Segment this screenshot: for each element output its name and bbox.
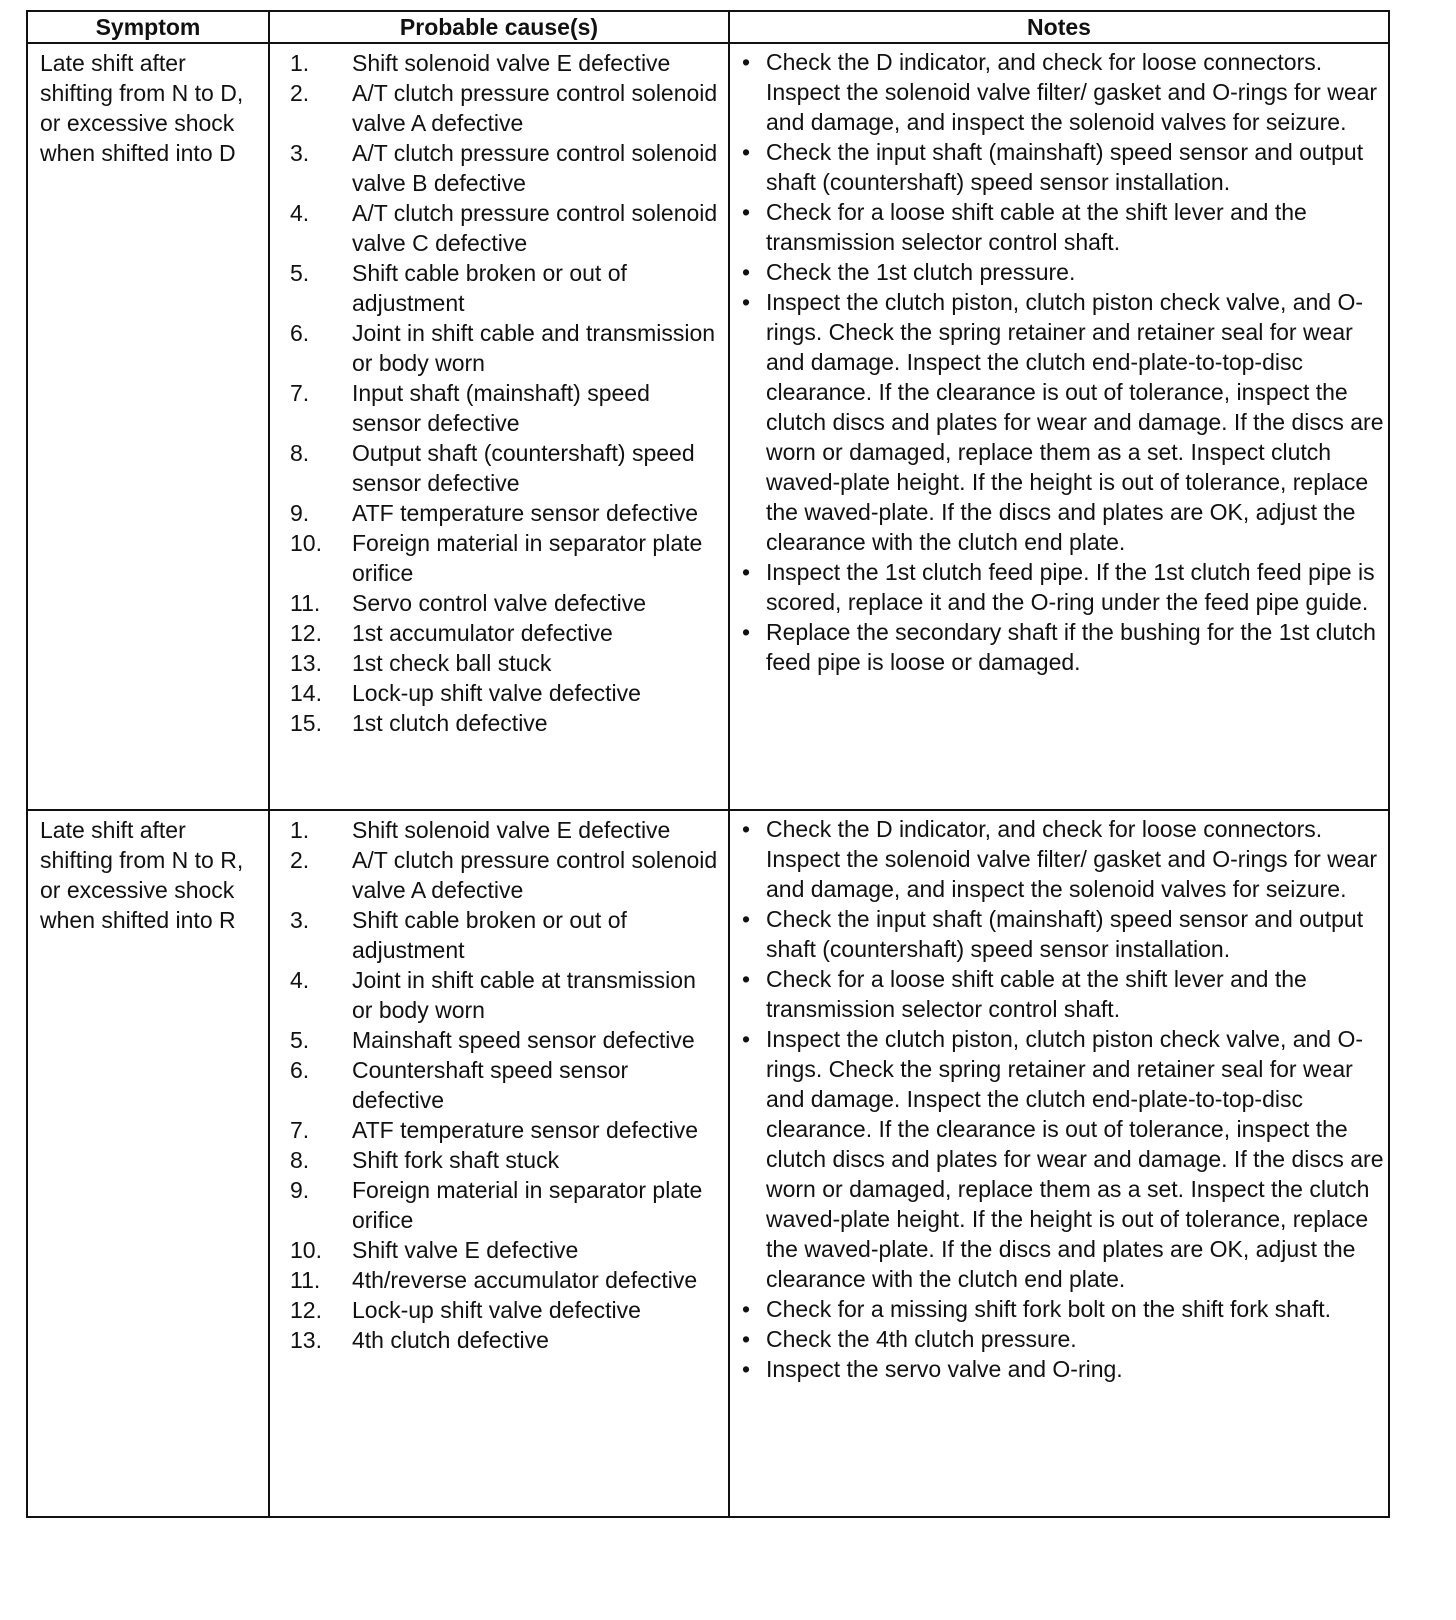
symptom-cell [27, 43, 269, 810]
note-item [742, 1024, 1384, 1294]
cause-item [290, 258, 722, 318]
cause-text: Shift valve E defective [352, 1237, 579, 1263]
table-row [27, 810, 1389, 1517]
cause-item [290, 1235, 722, 1265]
cause-text: 1st accumulator defective [352, 620, 613, 646]
cause-item [290, 48, 722, 78]
bullet-icon: • [742, 1326, 751, 1352]
cause-number: 5. [290, 260, 310, 286]
note-item [742, 1294, 1384, 1324]
cause-item [290, 1325, 722, 1355]
cause-item [290, 1265, 722, 1295]
notes-cell [729, 43, 1389, 810]
note-item [742, 137, 1384, 197]
cause-text: Countershaft speed sensor defective [352, 1057, 629, 1113]
cause-number: 7. [290, 1117, 310, 1143]
cause-number: 2. [290, 80, 310, 106]
cause-text: Foreign material in separator plate orifice [352, 530, 703, 586]
cause-text: Shift solenoid valve E defective [352, 817, 671, 843]
cause-item [290, 1295, 722, 1325]
cause-number: 11. [290, 590, 321, 616]
cause-text: A/T clutch pressure control solenoid valve B defective [352, 140, 718, 196]
cause-number: 9. [290, 1177, 310, 1203]
cause-number: 13. [290, 1327, 322, 1353]
bullet-icon: • [742, 259, 751, 285]
symptom-text: Late shift after shifting from N to R, or excessive shock when shifted into R [40, 817, 244, 933]
cause-text: Lock-up shift valve defective [352, 680, 641, 706]
bullet-icon: • [742, 966, 751, 992]
cause-text: 1st check ball stuck [352, 650, 552, 676]
bullet-icon: • [742, 906, 751, 932]
bullet-icon: • [742, 199, 751, 225]
cause-item [290, 708, 722, 738]
cause-number: 7. [290, 380, 310, 406]
note-text: Check the D indicator, and check for loose connectors. Inspect the solenoid valve filter/ gasket and O-rings for wear and damage, and inspect the solenoid valves for seizure. [766, 816, 1378, 902]
cause-item [290, 1055, 722, 1115]
cause-number: 10. [290, 530, 322, 556]
cause-text: Output shaft (countershaft) speed sensor defective [352, 440, 695, 496]
cause-text: Joint in shift cable and transmission or body worn [352, 320, 716, 376]
cause-text: Shift cable broken or out of adjustment [352, 260, 627, 316]
cause-text: Joint in shift cable at transmission or body worn [352, 967, 696, 1023]
cause-text: Mainshaft speed sensor defective [352, 1027, 695, 1053]
note-text: Check for a loose shift cable at the shift lever and the transmission selector control shaft. [766, 966, 1307, 1022]
bullet-icon: • [742, 619, 751, 645]
cause-text: Shift fork shaft stuck [352, 1147, 560, 1173]
cause-item [290, 78, 722, 138]
cause-number: 6. [290, 320, 310, 346]
note-item [742, 814, 1384, 904]
cause-item [290, 618, 722, 648]
cause-item [290, 318, 722, 378]
cause-item [290, 138, 722, 198]
cause-item [290, 528, 722, 588]
cause-number: 11. [290, 1267, 321, 1293]
bullet-icon: • [742, 49, 751, 75]
bullet-icon: • [742, 1026, 751, 1052]
cause-item [290, 905, 722, 965]
note-text: Inspect the servo valve and O-ring. [766, 1356, 1123, 1382]
cause-item [290, 198, 722, 258]
notes-cell [729, 810, 1389, 1517]
causes-list [270, 44, 728, 738]
cause-item [290, 1145, 722, 1175]
note-text: Check the input shaft (mainshaft) speed sensor and output shaft (countershaft) speed sensor installation. [766, 906, 1364, 962]
cause-number: 15. [290, 710, 322, 736]
cause-item [290, 965, 722, 1025]
cause-number: 4. [290, 967, 310, 993]
cause-number: 8. [290, 440, 310, 466]
cause-item [290, 845, 722, 905]
probable-causes-cell [269, 810, 729, 1517]
header-row [27, 11, 1389, 43]
cause-text: Shift solenoid valve E defective [352, 50, 671, 76]
note-item [742, 964, 1384, 1024]
cause-item [290, 1115, 722, 1145]
cause-text: ATF temperature sensor defective [352, 1117, 698, 1143]
note-item [742, 1354, 1384, 1384]
note-text: Inspect the clutch piston, clutch piston check valve, and O-rings. Check the spring retainer and retainer seal for wear and damage. Inspect the clutch end-plate-to-top-disc clearance. If the clearance is out of tolerance, inspect the clutch discs and plates for wear and damage. If the discs are worn or damaged, replace them as a set. Inspect clutch waved-plate height. If the height is out of tolerance, replace the waved-plate. If the discs and plates are OK, adjust the clearance with the clutch end plate. [766, 289, 1384, 555]
note-item [742, 904, 1384, 964]
cause-number: 12. [290, 1297, 322, 1323]
cause-number: 1. [290, 50, 310, 76]
note-text: Inspect the clutch piston, clutch piston check valve, and O-rings. Check the spring retainer and retainer seal for wear and damage. Inspect the clutch end-plate-to-top-disc clearance. If the clearance is out of tolerance, inspect the clutch discs and plates for wear and damage. If the discs are worn or damaged, replace them as a set. Inspect the clutch waved-plate height. If the height is out of tolerance, replace the waved-plate. If the discs and plates are OK, adjust the clearance with the clutch end plate. [766, 1026, 1384, 1292]
header-probable-causes: Probable cause(s) [269, 11, 729, 43]
cause-item [290, 498, 722, 528]
cause-number: 3. [290, 140, 310, 166]
note-item [742, 47, 1384, 137]
cause-number: 3. [290, 907, 310, 933]
cause-text: A/T clutch pressure control solenoid valve C defective [352, 200, 718, 256]
cause-text: A/T clutch pressure control solenoid valve A defective [352, 847, 718, 903]
note-item [742, 617, 1384, 677]
cause-text: Shift cable broken or out of adjustment [352, 907, 627, 963]
note-text: Check the 1st clutch pressure. [766, 259, 1076, 285]
cause-number: 10. [290, 1237, 322, 1263]
cause-item [290, 588, 722, 618]
cause-text: Foreign material in separator plate orifice [352, 1177, 703, 1233]
note-text: Check for a missing shift fork bolt on the shift fork shaft. [766, 1296, 1332, 1322]
note-text: Check the input shaft (mainshaft) speed sensor and output shaft (countershaft) speed sensor installation. [766, 139, 1364, 195]
symptom-cell [27, 810, 269, 1517]
note-item [742, 197, 1384, 257]
note-text: Check the D indicator, and check for loose connectors. Inspect the solenoid valve filter/ gasket and O-rings for wear and damage, and inspect the solenoid valves for seizure. [766, 49, 1378, 135]
cause-item [290, 1175, 722, 1235]
header-notes: Notes [729, 11, 1389, 43]
troubleshooting-table [26, 10, 1390, 1518]
note-item [742, 557, 1384, 617]
cause-number: 5. [290, 1027, 310, 1053]
cause-number: 1. [290, 817, 310, 843]
cause-text: 1st clutch defective [352, 710, 548, 736]
cause-text: Input shaft (mainshaft) speed sensor defective [352, 380, 650, 436]
bullet-icon: • [742, 139, 751, 165]
cause-item [290, 815, 722, 845]
note-item [742, 287, 1384, 557]
cause-text: 4th/reverse accumulator defective [352, 1267, 698, 1293]
probable-causes-cell [269, 43, 729, 810]
cause-item [290, 438, 722, 498]
note-item [742, 1324, 1384, 1354]
table-row [27, 43, 1389, 810]
bullet-icon: • [742, 816, 751, 842]
cause-item [290, 378, 722, 438]
cause-number: 13. [290, 650, 322, 676]
symptom-text: Late shift after shifting from N to D, or excessive shock when shifted into D [40, 50, 244, 166]
bullet-icon: • [742, 289, 751, 315]
note-text: Check for a loose shift cable at the shift lever and the transmission selector control shaft. [766, 199, 1307, 255]
cause-text: Lock-up shift valve defective [352, 1297, 641, 1323]
cause-number: 6. [290, 1057, 310, 1083]
cause-number: 2. [290, 847, 310, 873]
cause-text: A/T clutch pressure control solenoid valve A defective [352, 80, 718, 136]
note-text: Check the 4th clutch pressure. [766, 1326, 1077, 1352]
note-text: Replace the secondary shaft if the bushing for the 1st clutch feed pipe is loose or damaged. [766, 619, 1376, 675]
header-symptom: Symptom [27, 11, 269, 43]
cause-number: 9. [290, 500, 310, 526]
bullet-icon: • [742, 1356, 751, 1382]
note-text: Inspect the 1st clutch feed pipe. If the 1st clutch feed pipe is scored, replace it and the O-ring under the feed pipe guide. [766, 559, 1375, 615]
notes-list [730, 44, 1388, 677]
bullet-icon: • [742, 559, 751, 585]
cause-text: 4th clutch defective [352, 1327, 549, 1353]
cause-item [290, 648, 722, 678]
bullet-icon: • [742, 1296, 751, 1322]
causes-list [270, 811, 728, 1355]
cause-item [290, 678, 722, 708]
notes-list [730, 811, 1388, 1384]
cause-number: 4. [290, 200, 310, 226]
cause-number: 14. [290, 680, 322, 706]
note-item [742, 257, 1384, 287]
cause-text: Servo control valve defective [352, 590, 647, 616]
cause-number: 12. [290, 620, 322, 646]
cause-text: ATF temperature sensor defective [352, 500, 698, 526]
cause-number: 8. [290, 1147, 310, 1173]
cause-item [290, 1025, 722, 1055]
